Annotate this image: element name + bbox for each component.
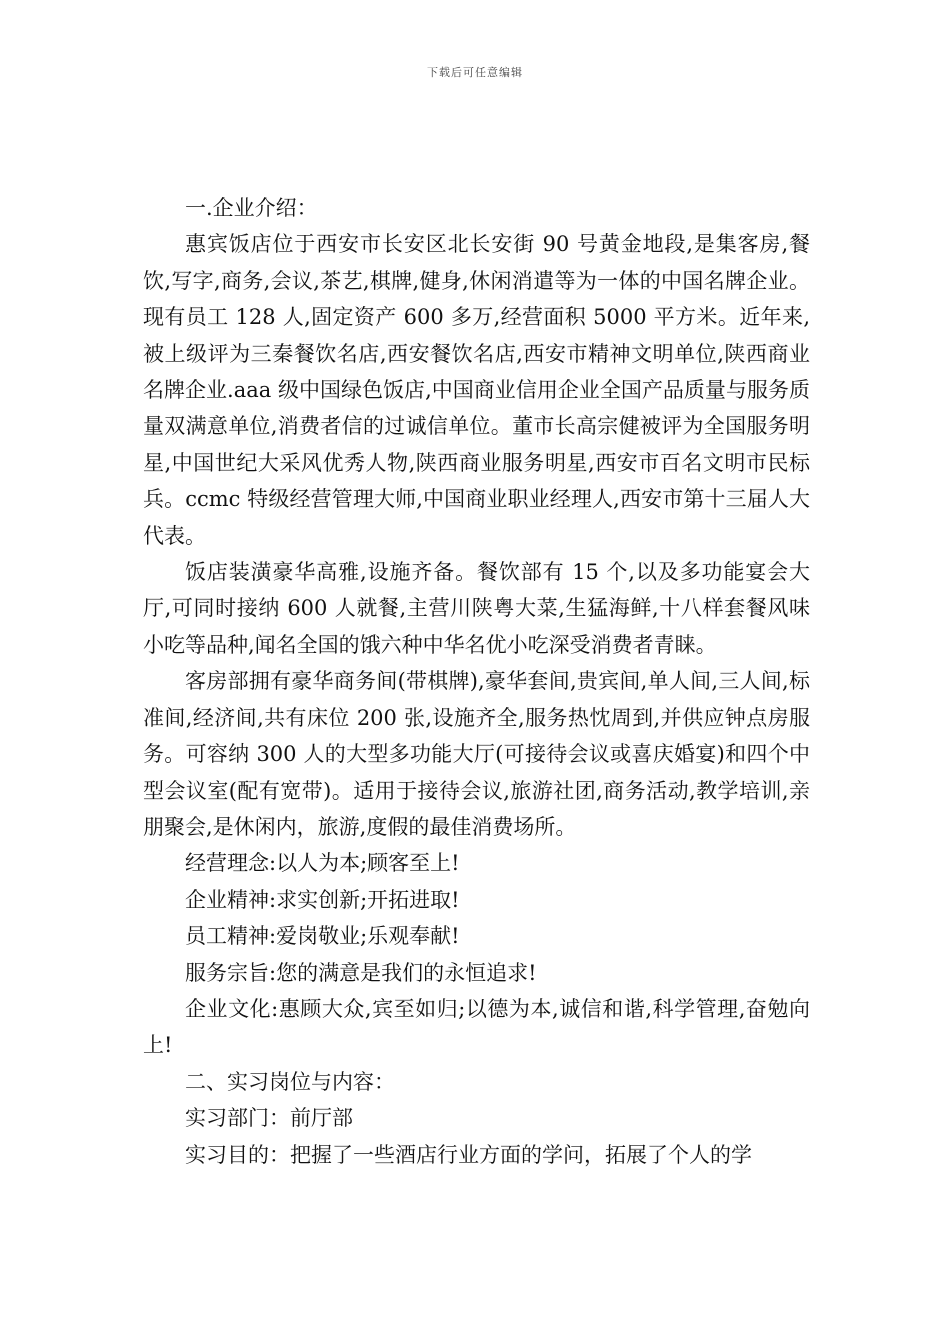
paragraph-rooms: 客房部拥有豪华商务间(带棋牌),豪华套间,贵宾间,单人间,三人间,标准间,经济间,共有床位 200 张,设施齐全,服务热忱周到,并供应钟点房服务。可容纳 300 人的大型多功能大厅(可接待会议或喜庆婚宴)和四个中型会议室(配有宽带)。适用于接待会议,旅游社团,商务活动,教学培训,亲朋聚会,是休闲内，旅游,度假的最佳消费场所。 xyxy=(143,669,810,839)
line-enterprise-culture: 企业文化:惠顾大众,宾至如归;以德为本,诚信和谐,科学管理,奋勉向上! xyxy=(143,996,810,1058)
section-heading-company-intro: 一.企业介绍： xyxy=(185,196,318,220)
paragraph-company-overview: 惠宾饭店位于西安市长安区北长安街 90 号黄金地段,是集客房,餐饮,写字,商务,会议,茶艺,棋牌,健身,休闲消遣等为一体的中国名牌企业。现有员工 128 人,固定资产 600 多万,经营面积 5000 平方米。近年来,被上级评为三秦餐饮名店,西安餐饮名店,西安市精神文明单位,陕西商业名牌企业.aaa 级中国绿色饭店,中国商业信用企业全国产品质量与服务质量双满意单位,消费者信的过诚信单位。董市长高宗健被评为全国服务明星,中国世纪大采风优秀人物,陕西商业服务明星,西安市百名文明市民标兵。ccmc 特级经营管理大师,中国商业职业经理人,西安市第十三届人大代表。 xyxy=(143,232,810,548)
document-body xyxy=(143,190,810,1173)
line-staff-spirit: 员工精神:爱岗敬业;乐观奉献! xyxy=(185,924,460,949)
line-internship-purpose: 实习目的：把握了一些酒店行业方面的学问，拓展了个人的学 xyxy=(185,1142,752,1167)
section-heading-internship: 二、实习岗位与内容： xyxy=(185,1069,395,1094)
line-business-philosophy: 经营理念:以人为本;顾客至上! xyxy=(185,851,460,876)
line-service-purpose: 服务宗旨:您的满意是我们的永恒追求! xyxy=(185,960,537,985)
line-internship-department: 实习部门：前厅部 xyxy=(185,1106,353,1131)
line-enterprise-spirit: 企业精神:求实创新;开拓进取! xyxy=(185,887,460,912)
paragraph-facilities-dining: 饭店装潢豪华高雅,设施齐备。餐饮部有 15 个,以及多功能宴会大厅,可同时接纳 600 人就餐,主营川陕粤大菜,生猛海鲜,十八样套餐风味小吃等品种,闻名全国的饿六种中华名优小吃深受消费者青睐。 xyxy=(143,560,810,657)
header-note: 下载后可任意编辑 xyxy=(427,66,523,79)
